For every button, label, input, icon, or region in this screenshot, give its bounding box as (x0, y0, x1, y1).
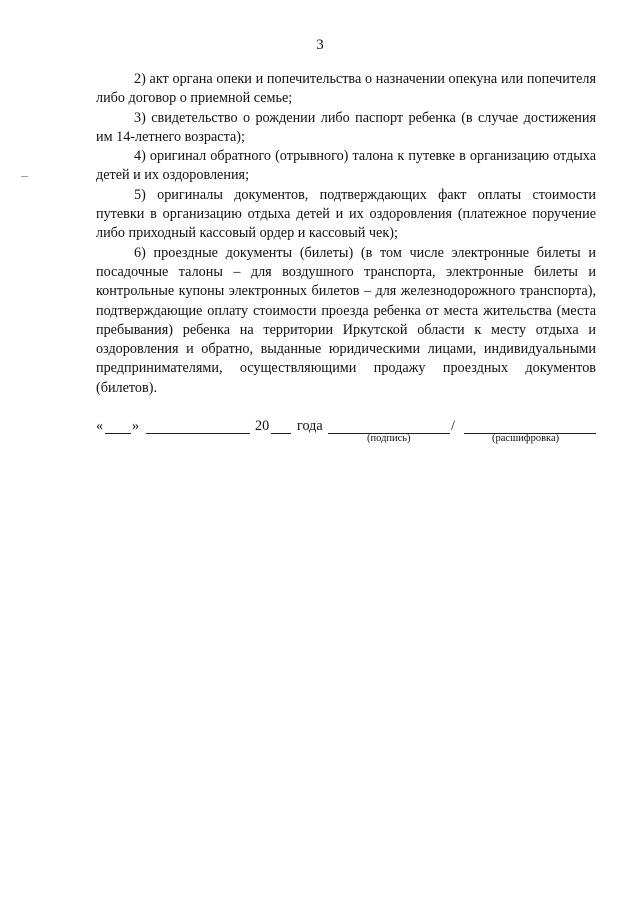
day-blank[interactable] (105, 433, 131, 434)
date-open-quote: « (96, 418, 104, 434)
page-number: 3 (316, 37, 324, 53)
transcript-caption: (расшифровка) (492, 433, 560, 444)
paragraph-item-5: 5) оригиналы документов, подтверждающих факт оплаты стоимости путевки в организацию отдыха детей и их оздоровления (платежное поручение либо приходный кассовый ордер и кассовый чек); (96, 186, 596, 242)
signature-separator: / (451, 418, 455, 434)
signature-caption: (подпись) (367, 433, 411, 444)
paragraph-item-6: 6) проездные документы (билеты) (в том числе электронные билеты и посадочные талоны – для воздушного транспорта, электронные билеты и контрольные купоны электронных билетов – для железнодорожного транспорта), подтверждающие оплату стоимости проезда ребенка от места жительства (места пребывания) ребенка на территории Иркутской области к месту отдыха и оздоровления и обратно, выданные юридическими лицами, индивидуальными предпринимателями, осуществляющими продажу проездных документов (билетов). (96, 244, 596, 396)
document-body (96, 70, 596, 398)
paragraph-item-4: 4) оригинал обратного (отрывного) талона к путевке в организацию отдыха детей и их оздоровления; (96, 148, 596, 184)
year-blank[interactable] (271, 433, 291, 434)
date-close-quote: » (132, 418, 140, 434)
margin-mark (21, 176, 28, 177)
year-suffix: года (297, 418, 323, 434)
month-blank[interactable] (146, 433, 250, 434)
paragraph-item-2: 2) акт органа опеки и попечительства о назначении опекуна или попечителя либо договор о приемной семье; (96, 71, 596, 107)
paragraph-item-3: 3) свидетельство о рождении либо паспорт ребенка (в случае достижения им 14-летнего возраста); (96, 109, 596, 145)
year-prefix: 20 (255, 418, 270, 434)
